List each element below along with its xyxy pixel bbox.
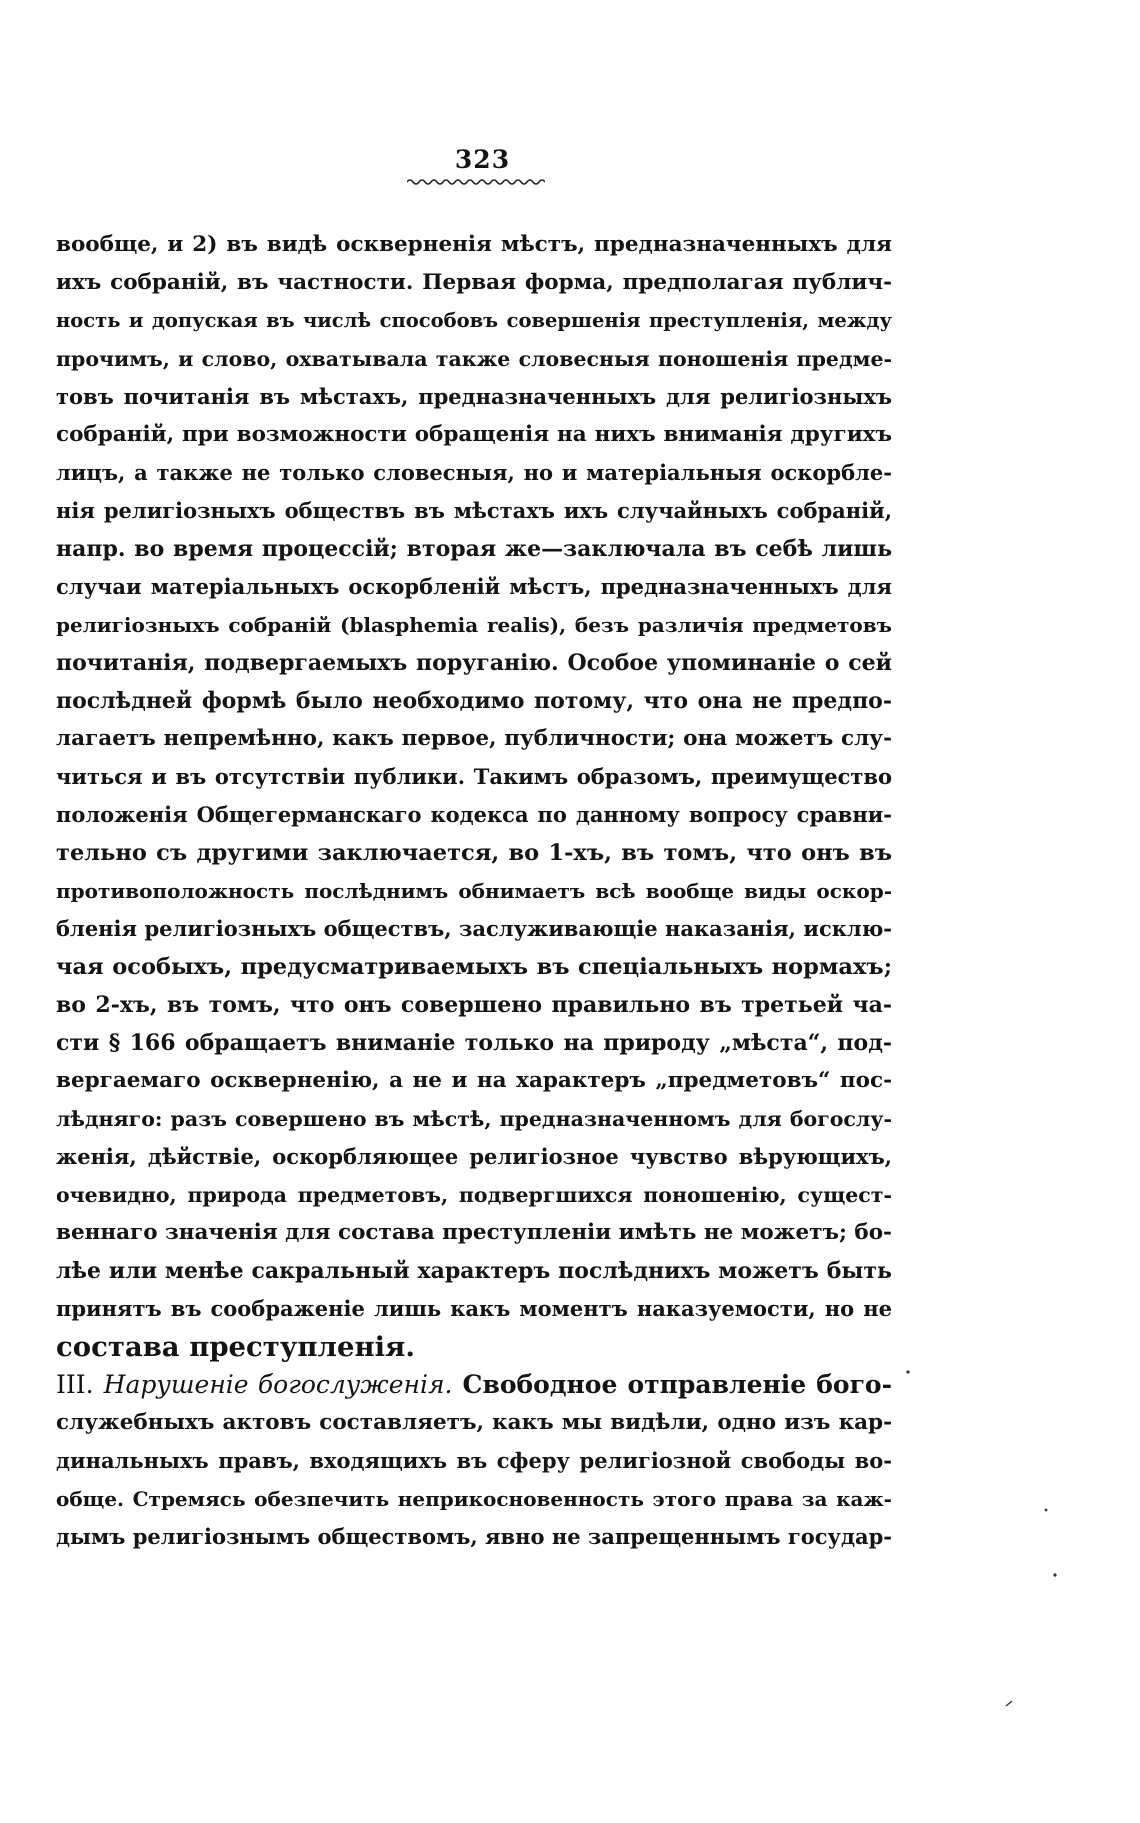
body-text (56, 226, 892, 1556)
text-line: положенія Общегерманскаго кодекса по данному вопросу сравни- (56, 802, 892, 827)
text-line: женія, дѣйствіе, оскорбляющее религіозное чувство вѣрующихъ, (56, 1144, 892, 1169)
wavy-rule (407, 177, 545, 187)
text-line: напр. во время процессій; вторая же—заключала въ себѣ лишь (56, 536, 892, 562)
text-line: динальныхъ правъ, входящихъ въ сферу религіозной свободы во- (56, 1448, 892, 1473)
text-line: лѣдняго: разъ совершено въ мѣстѣ, предназначенномъ для богослу- (56, 1107, 892, 1131)
text-line: служебныхъ актовъ составляетъ, какъ мы видѣли, одно изъ кар- (56, 1410, 892, 1435)
text-line: состава преступленія. (56, 1331, 415, 1363)
text-line: прочимъ, и слово, охватывала также словесныя поношенія предме- (56, 347, 892, 371)
text-line: лицъ, а также не только словесныя, но и матеріальныя оскорбле- (56, 460, 892, 485)
text-line: религіозныхъ собраній (blasphemia realis), безъ различія предметовъ (56, 613, 892, 637)
text-line: почитанія, подвергаемыхъ поруганію. Особое упоминаніе о сей (56, 650, 892, 676)
text-line: нія религіозныхъ обществъ въ мѣстахъ ихъ случайныхъ собраній, (56, 498, 892, 523)
text-line: во 2-хъ, въ томъ, что онъ совершено правильно въ третьей ча- (56, 992, 892, 1018)
text-line: очевидно, природа предметовъ, подвергшихся поношенію, сущест- (56, 1183, 892, 1207)
text-line: бленія религіозныхъ обществъ, заслуживающіе наказанія, исклю- (56, 916, 892, 941)
text-line: лѣе или менѣе сакральный характеръ послѣднихъ можетъ быть (56, 1258, 892, 1284)
text-line: дымъ религіознымъ обществомъ, явно не запрещеннымъ государ- (56, 1524, 892, 1549)
text-line: собраній, при возможности обращенія на нихъ вниманія другихъ (56, 422, 892, 447)
text-line: послѣдней формѣ было необходимо потому, что она не предпо- (56, 688, 892, 714)
section-heading-line (56, 1366, 892, 1404)
text-line: товъ почитанія въ мѣстахъ, предназначенныхъ для религіозныхъ (56, 384, 892, 409)
text-line: чая особыхъ, предусматриваемыхъ въ спеціальныхъ нормахъ; (56, 954, 892, 980)
text-line: вообще, и 2) въ видѣ оскверненія мѣстъ, предназначенныхъ для (56, 232, 892, 257)
text-line: читься и въ отсутствіи публики. Такимъ образомъ, преимущество (56, 764, 892, 789)
text-line: вергаемаго оскверненію, а не и на характеръ „предметовъ“ пос- (56, 1068, 892, 1093)
text-line: сти § 166 обращаетъ вниманіе только на природу „мѣста“, под- (56, 1030, 892, 1056)
page-number: 323 (454, 145, 511, 174)
text-line: лагаетъ непремѣнно, какъ первое, публичности; она можетъ слу- (56, 726, 892, 751)
text-line: принятъ въ соображеніе лишь какъ моментъ наказуемости, но не (56, 1296, 892, 1321)
text-line: случаи матеріальныхъ оскорбленій мѣстъ, предназначенныхъ для (56, 574, 892, 599)
section-title: Нарушеніе богослуженія. (103, 1370, 453, 1399)
text-line: тельно съ другими заключается, во 1-хъ, въ томъ, что онъ въ (56, 840, 892, 866)
text-line: веннаго значенія для состава преступленіи имѣть не можетъ; бо- (56, 1220, 892, 1245)
text-line: ность и допуская въ числѣ способовъ совершенія преступленія, между (56, 309, 892, 332)
text-line: противоположность послѣднимъ обнимаетъ всѣ вообще виды оскор- (56, 879, 892, 903)
text-line: ихъ собраній, въ частности. Первая форма, предполагая публич- (56, 270, 892, 295)
section-numeral: III. (56, 1370, 94, 1399)
section-first-line-text: Свободное отправленіе бого- (462, 1370, 892, 1399)
text-line: обще. Стремясь обезпечить неприкосновенность этого права за каж- (56, 1487, 892, 1511)
